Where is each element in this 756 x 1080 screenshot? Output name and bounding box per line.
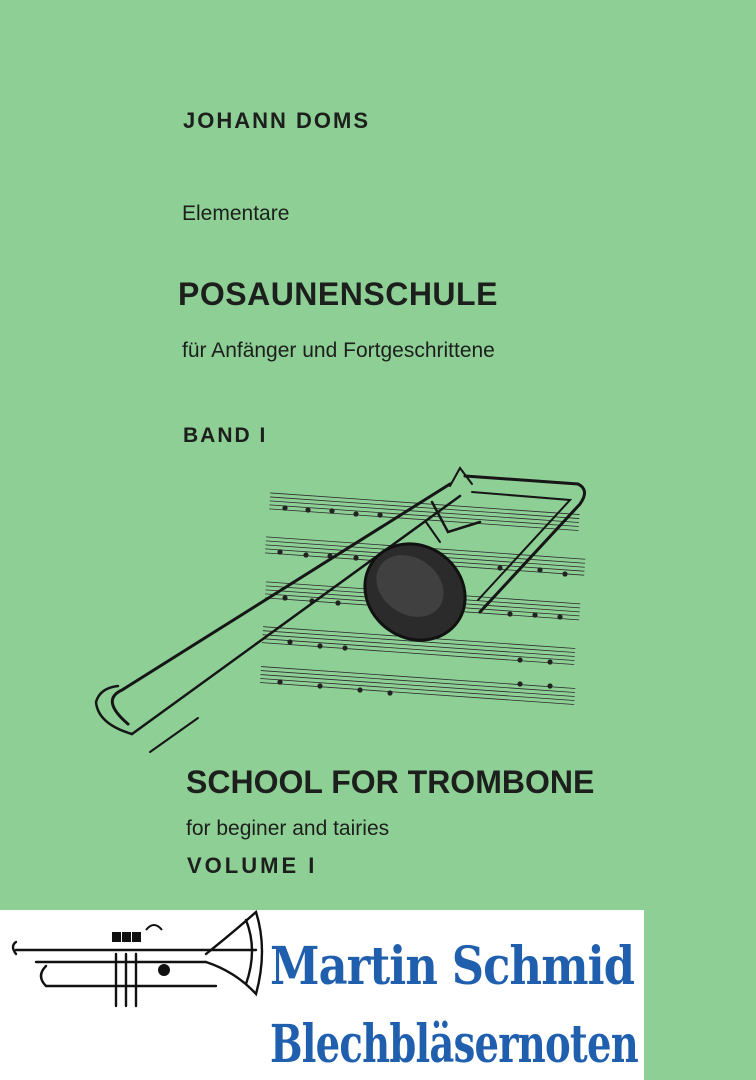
title-english: SCHOOL FOR TROMBONE bbox=[186, 764, 595, 800]
pretitle: Elementare bbox=[182, 202, 290, 225]
subtitle-english: for beginer and tairies bbox=[186, 817, 390, 840]
band-label: BAND I bbox=[183, 424, 268, 447]
trombone-body bbox=[96, 468, 585, 752]
publisher-name: Martin Schmid bbox=[270, 936, 635, 997]
subtitle-german: für Anfänger und Fortgeschrittene bbox=[182, 339, 495, 362]
publisher-tagline: Blechbläsernoten bbox=[270, 1014, 638, 1075]
trumpet-icon bbox=[6, 910, 268, 1018]
trombone-over-sheet-music-icon bbox=[80, 462, 620, 782]
author-name: JOHANN DOMS bbox=[183, 108, 371, 133]
volume-label: VOLUME I bbox=[187, 853, 318, 878]
publisher-banner bbox=[0, 910, 644, 1080]
title-german: POSAUNENSCHULE bbox=[178, 276, 498, 312]
